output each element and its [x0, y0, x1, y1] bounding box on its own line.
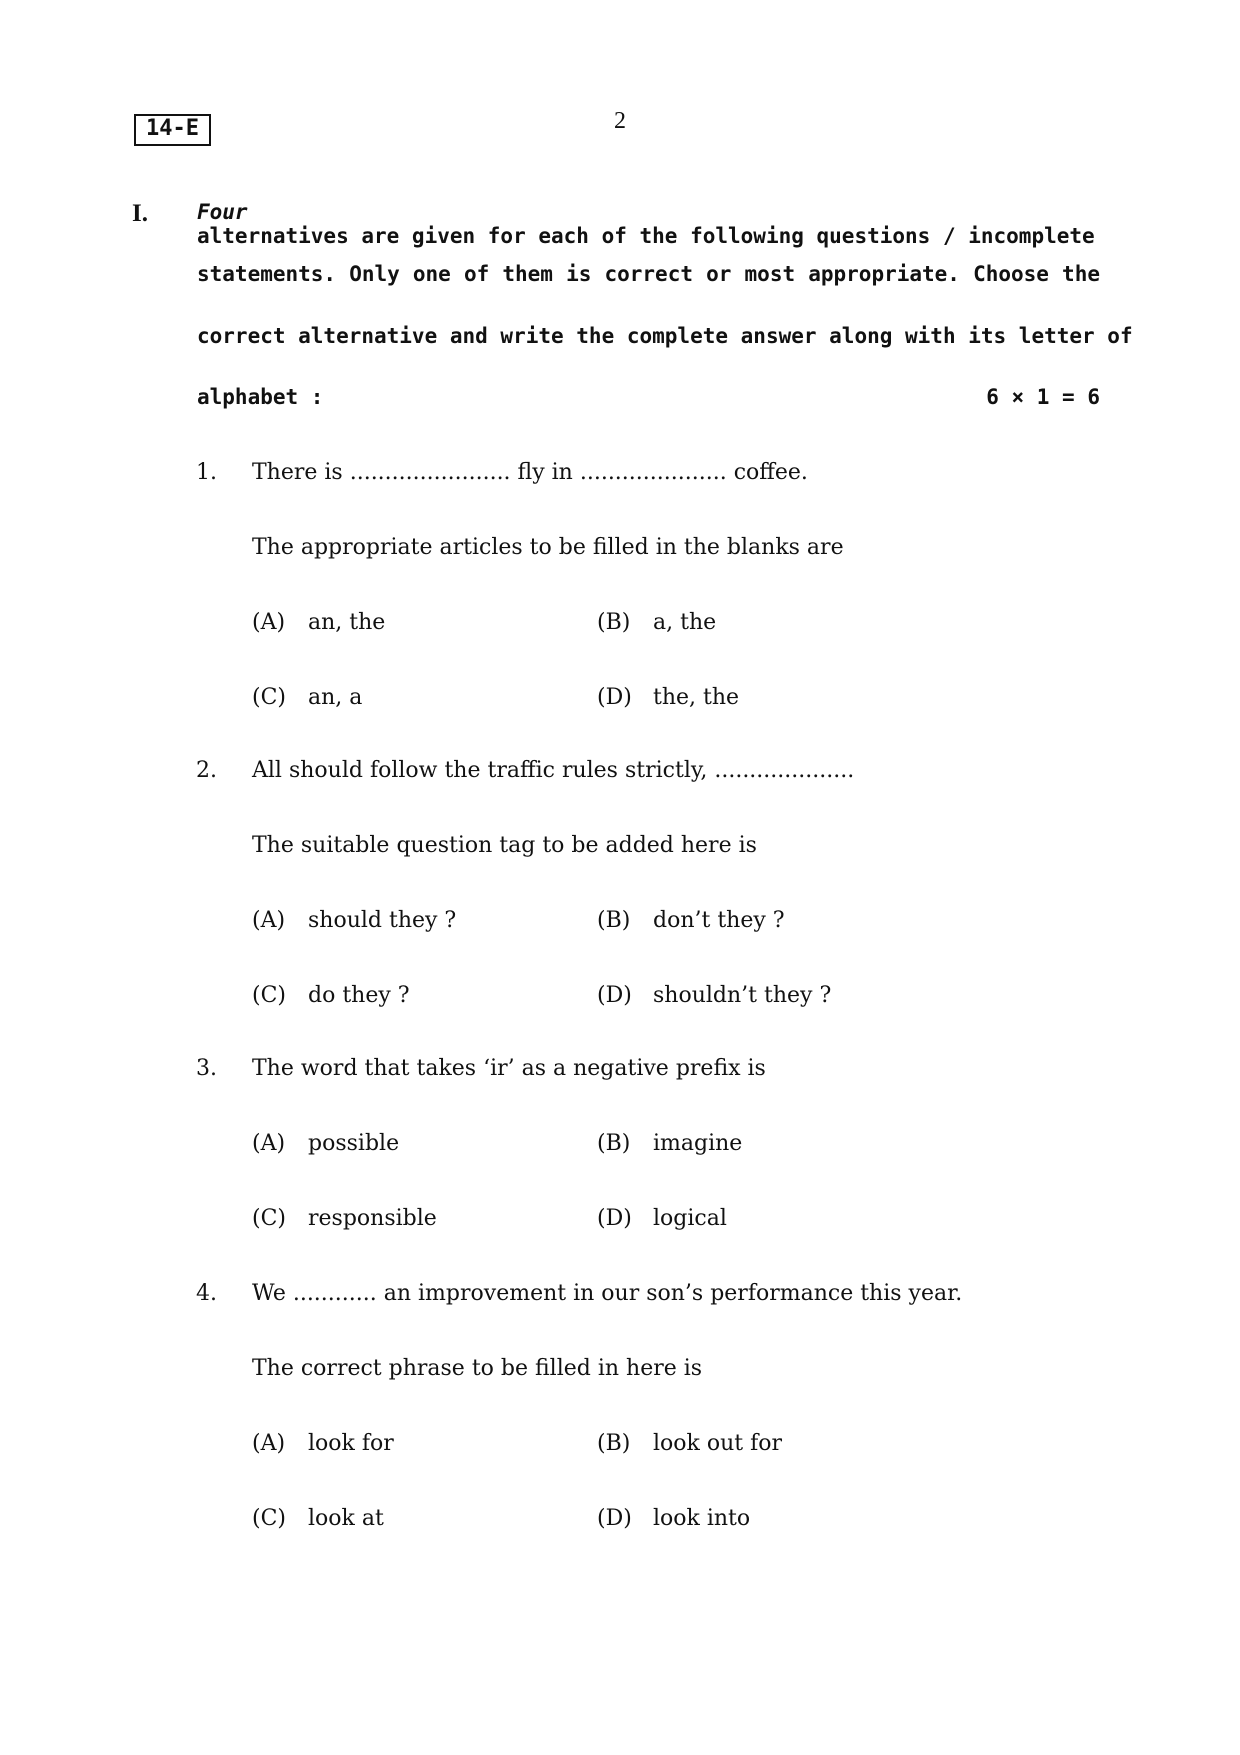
question-2-option-b-letter: (B)	[597, 908, 631, 933]
question-3-text: The word that takes ‘ir’ as a negative prefix is	[252, 1056, 766, 1081]
question-2-option-a-letter: (A)	[252, 908, 286, 933]
question-4-subtext: The correct phrase to be filled in here is	[252, 1356, 703, 1381]
question-4-option-c-letter: (C)	[252, 1506, 286, 1531]
paper-code-box: 14-E	[134, 114, 211, 146]
question-2-option-d-text: shouldn’t they ?	[653, 983, 832, 1008]
question-4-option-b-letter: (B)	[597, 1431, 631, 1456]
question-2-number: 2.	[196, 758, 217, 783]
question-2-option-c-text: do they ?	[308, 983, 410, 1008]
question-2-option-d-letter: (D)	[597, 983, 632, 1008]
question-4-option-d-text: look into	[653, 1506, 751, 1531]
question-2-option-c-letter: (C)	[252, 983, 286, 1008]
question-2-option-b-text: don’t they ?	[653, 908, 785, 933]
question-3-option-c-text: responsible	[308, 1206, 437, 1231]
question-1-option-b-letter: (B)	[597, 610, 631, 635]
question-4-option-d-letter: (D)	[597, 1506, 632, 1531]
question-3-number: 3.	[196, 1056, 217, 1081]
question-3-option-b-letter: (B)	[597, 1131, 631, 1156]
question-3-option-d-letter: (D)	[597, 1206, 632, 1231]
question-3-option-a-letter: (A)	[252, 1131, 286, 1156]
instruction-line-1	[197, 200, 1100, 248]
question-1-option-d-text: the, the	[653, 685, 740, 710]
question-3-option-b-text: imagine	[653, 1131, 743, 1156]
marks-allocation: 6 × 1 = 6	[986, 385, 1100, 409]
question-4-option-a-text: look for	[308, 1431, 394, 1456]
question-2-subtext: The suitable question tag to be added here is	[252, 833, 757, 858]
question-1-option-c-letter: (C)	[252, 685, 286, 710]
question-4-option-a-letter: (A)	[252, 1431, 286, 1456]
question-1-option-d-letter: (D)	[597, 685, 632, 710]
instruction-line-4	[197, 385, 1100, 409]
question-3-option-c-letter: (C)	[252, 1206, 286, 1231]
instruction-line-4-text: alphabet :	[197, 385, 324, 409]
question-4-text: We ............ an improvement in our son’s performance this year.	[252, 1281, 963, 1306]
page-number: 2	[614, 108, 626, 134]
instruction-line-2: statements. Only one of them is correct or most appropriate. Choose the	[197, 262, 1100, 286]
question-1-option-a-text: an, the	[308, 610, 386, 635]
question-4-option-c-text: look at	[308, 1506, 384, 1531]
question-4-number: 4.	[196, 1281, 217, 1306]
question-3-option-a-text: possible	[308, 1131, 400, 1156]
question-2-text: All should follow the traffic rules strictly, ....................	[252, 758, 855, 783]
question-3-option-d-text: logical	[653, 1206, 727, 1231]
question-1-subtext: The appropriate articles to be filled in the blanks are	[252, 535, 844, 560]
question-4-option-b-text: look out for	[653, 1431, 783, 1456]
question-1-text: There is ....................... fly in ..................... coffee.	[252, 460, 808, 485]
instruction-line-1-text: alternatives are given for each of the following questions / incomplete	[197, 224, 1095, 248]
instruction-emphasis: Four	[197, 200, 248, 224]
question-1-option-b-text: a, the	[653, 610, 717, 635]
instruction-line-3: correct alternative and write the complete answer along with its letter of	[197, 324, 1133, 348]
question-2-option-a-text: should they ?	[308, 908, 457, 933]
section-numeral: I.	[132, 200, 148, 227]
question-1-number: 1.	[196, 460, 217, 485]
question-1-option-c-text: an, a	[308, 685, 363, 710]
question-1-option-a-letter: (A)	[252, 610, 286, 635]
